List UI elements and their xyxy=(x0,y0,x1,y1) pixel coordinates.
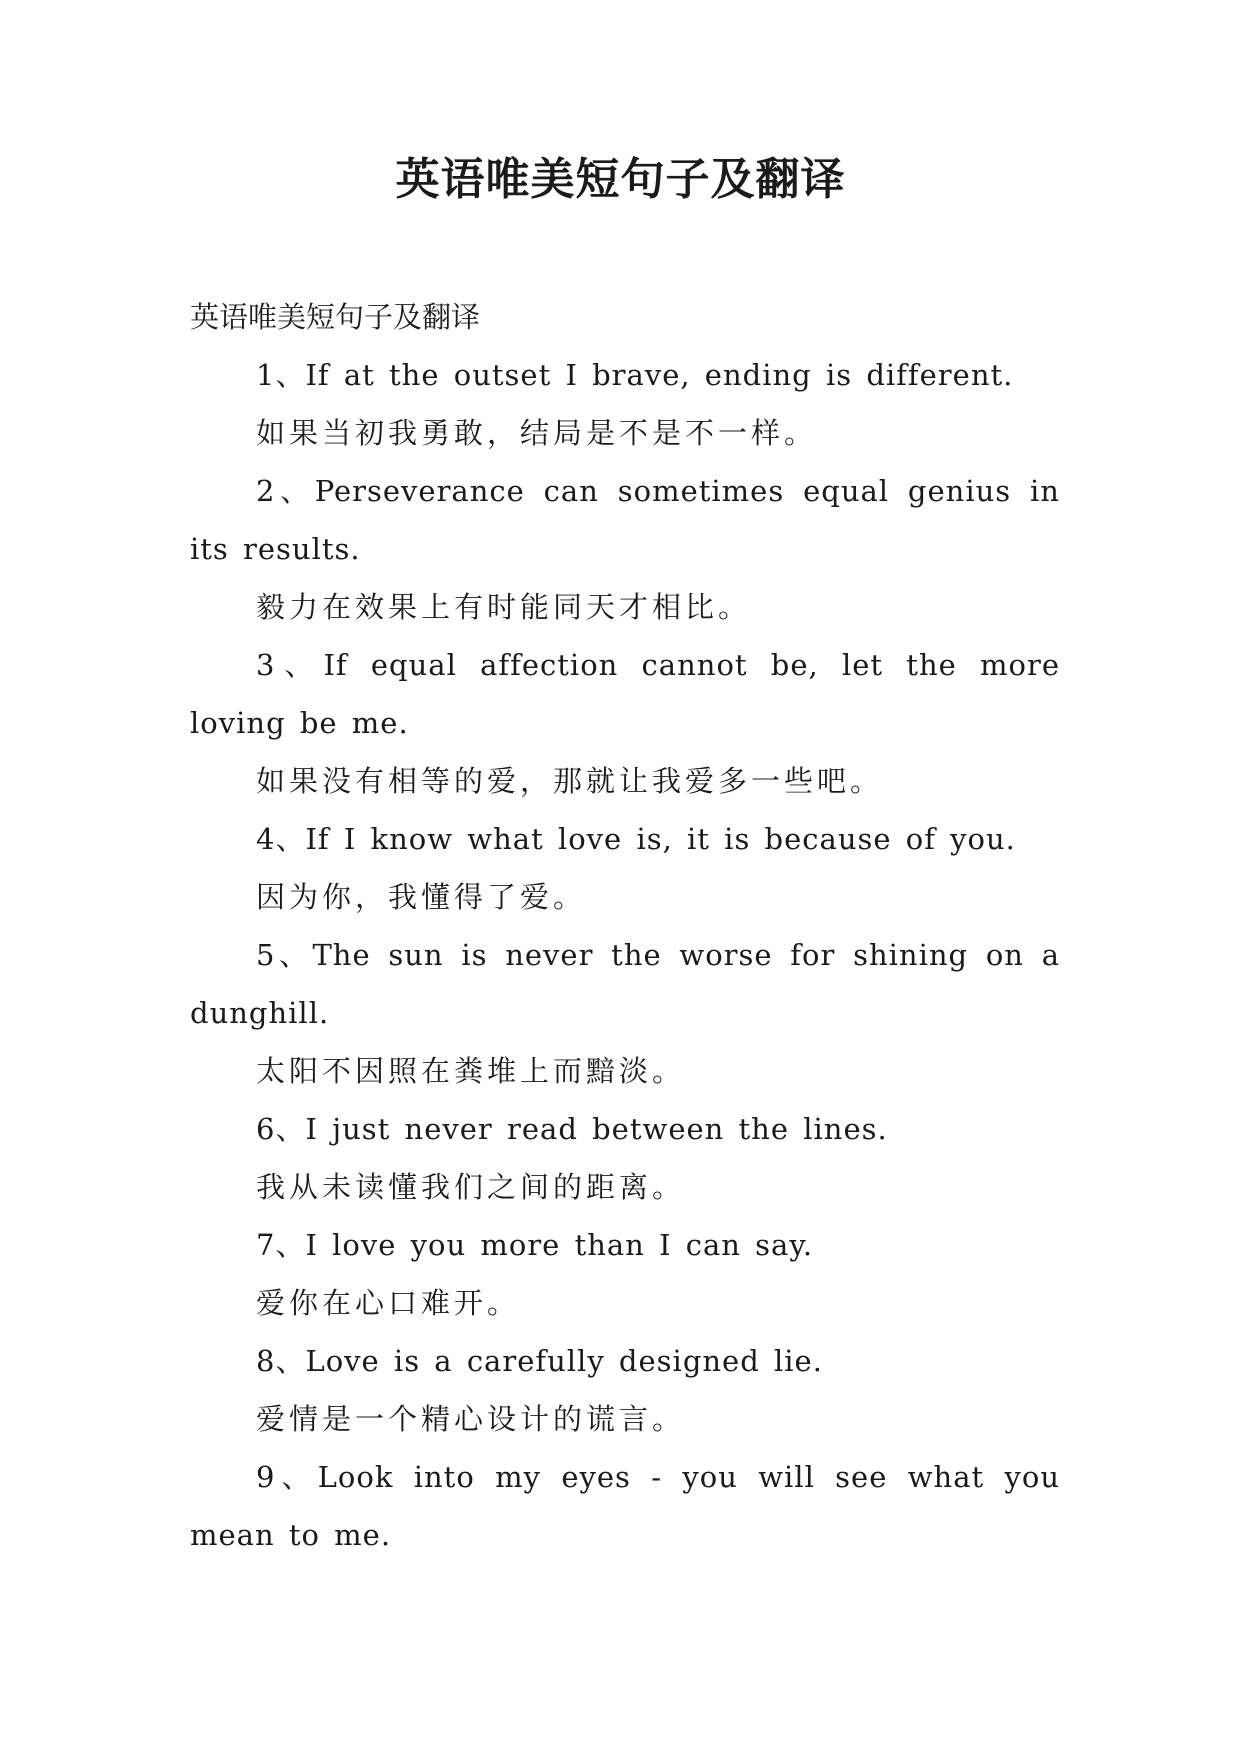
english-sentence: 1、If at the outset I brave, ending is different. xyxy=(256,358,1014,392)
english-sentence: 7、I love you more than I can say. xyxy=(256,1228,814,1262)
document-body xyxy=(190,288,1060,1564)
sentence-item-6 xyxy=(190,1100,1060,1216)
english-sentence: 3、If equal affection cannot be, let the more loving be me. xyxy=(190,648,1060,740)
english-sentence: 6、I just never read between the lines. xyxy=(256,1112,888,1146)
chinese-translation: 我从未读懂我们之间的距离。 xyxy=(256,1170,686,1204)
english-sentence: 8、Love is a carefully designed lie. xyxy=(256,1344,823,1378)
english-sentence: 9、Look into my eyes - you will see what you mean to me. xyxy=(190,1460,1060,1552)
sentence-item-3 xyxy=(190,636,1060,810)
sentence-item-9 xyxy=(190,1448,1060,1564)
chinese-translation: 毅力在效果上有时能同天才相比。 xyxy=(256,590,752,624)
sentence-item-8 xyxy=(190,1332,1060,1448)
chinese-translation: 因为你，我懂得了爱。 xyxy=(256,880,587,914)
chinese-translation: 爱情是一个精心设计的谎言。 xyxy=(256,1402,686,1436)
chinese-translation: 爱你在心口难开。 xyxy=(256,1286,521,1320)
document-title: 英语唯美短句子及翻译 xyxy=(395,154,846,205)
document-subtitle: 英语唯美短句子及翻译 xyxy=(190,300,481,334)
english-sentence: 5、The sun is never the worse for shining on a dunghill. xyxy=(190,938,1060,1030)
sentence-item-5 xyxy=(190,926,1060,1100)
english-sentence: 2、Perseverance can sometimes equal genius in its results. xyxy=(190,474,1060,566)
english-sentence: 4、If I know what love is, it is because of you. xyxy=(256,822,1016,856)
sentence-item-1 xyxy=(190,346,1060,462)
chinese-translation: 如果当初我勇敢，结局是不是不一样。 xyxy=(256,416,818,450)
chinese-translation: 太阳不因照在粪堆上而黯淡。 xyxy=(256,1054,686,1088)
chinese-translation: 如果没有相等的爱，那就让我爱多一些吧。 xyxy=(256,764,884,798)
sentence-item-2 xyxy=(190,462,1060,636)
sentence-item-4 xyxy=(190,810,1060,926)
sentence-item-7 xyxy=(190,1216,1060,1332)
